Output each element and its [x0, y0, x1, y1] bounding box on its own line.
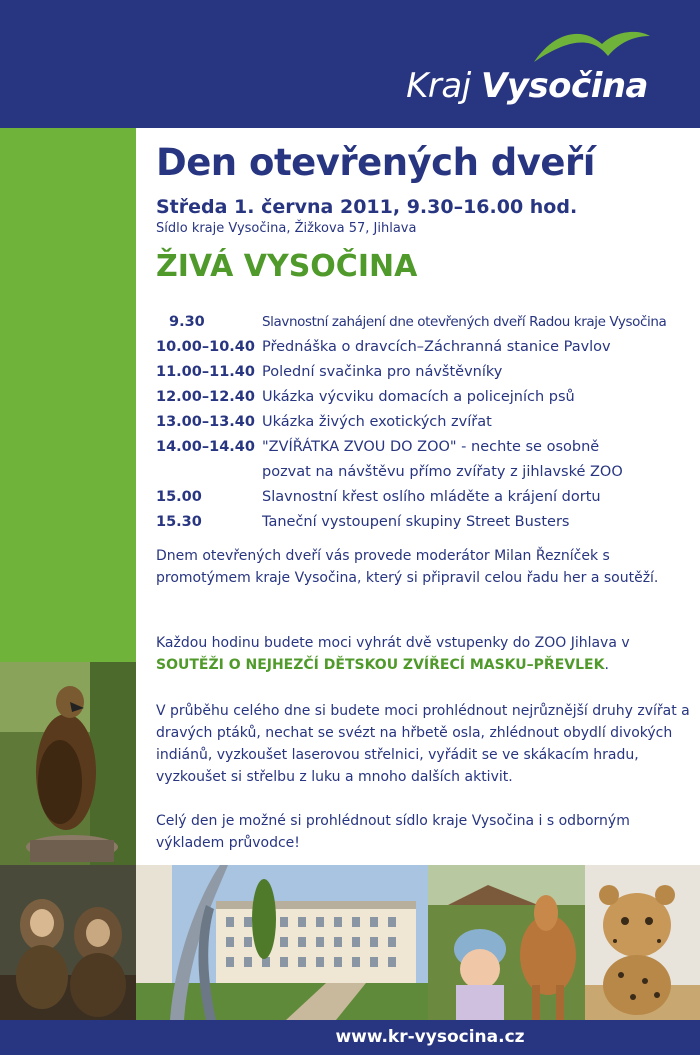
green-sidebar: [0, 128, 136, 662]
schedule-desc: Taneční vystoupení skupiny Street Busters: [262, 514, 570, 530]
moderator-paragraph: Dnem otevřených dveří vás provede moderátor Milan Řezníček s promotýmem kraje Vysočina, který si připravil celou řadu her a soutěží.: [156, 548, 659, 586]
schedule-desc: Ukázka živých exotických zvířat: [262, 414, 492, 430]
schedule-desc: Polední svačinka pro návštěvníky: [262, 364, 503, 380]
contest-paragraph: [156, 632, 696, 676]
footer-bar: [0, 1020, 700, 1055]
contest-text: Každou hodinu budete moci vyhrát dvě vstupenky do ZOO Jihlava v: [156, 635, 630, 651]
heading-block: [156, 138, 696, 290]
leopard-cub-photo: [585, 865, 700, 1020]
schedule-desc: pozvat na návštěvu přímo zvířaty z jihlavské ZOO: [262, 464, 623, 480]
child-goat-photo: [428, 865, 585, 1020]
schedule-desc: "ZVÍŘÁTKA ZVOU DO ZOO" - nechte se osobně: [262, 439, 600, 455]
monkeys-photo: [0, 865, 136, 1020]
contest-highlight: SOUTĚŽI O NEJHEZČÍ DĚTSKOU ZVÍŘECÍ MASKU–PŘEVLEK: [156, 657, 605, 673]
eagle-photo: [0, 662, 136, 865]
header-bar: [0, 0, 700, 128]
schedule-row: [156, 410, 696, 435]
contest-end: .: [604, 657, 609, 673]
schedule-row: [156, 310, 696, 335]
building-photo: [136, 865, 428, 1020]
schedule-desc: Přednáška o dravcích–Záchranná stanice Pavlov: [262, 339, 611, 355]
website-link[interactable]: www.kr-vysocina.cz: [335, 1027, 525, 1047]
schedule-time: 10.00–10.40: [156, 339, 255, 355]
schedule-time: 11.00–11.40: [156, 364, 255, 380]
schedule-row: [156, 385, 696, 410]
logo-vysocina: Vysočina: [480, 66, 648, 106]
schedule-time: 15.30: [156, 514, 202, 530]
schedule-row: [156, 360, 696, 385]
event-date: Středa 1. června 2011, 9.30–16.00 hod.: [156, 196, 578, 218]
schedule-row: [156, 510, 696, 535]
schedule-time: 14.00–14.40: [156, 439, 255, 455]
logo-wordmark: [406, 66, 648, 106]
schedule-row: [156, 460, 696, 485]
schedule-time: [156, 460, 262, 485]
schedule-desc: Slavnostní zahájení dne otevřených dveří Radou kraje Vysočina: [262, 314, 667, 330]
event-location: Sídlo kraje Vysočina, Žižkova 57, Jihlava: [156, 221, 417, 236]
schedule-desc: Ukázka výcviku domacích a policejních psů: [262, 389, 575, 405]
schedule-time: 12.00–12.40: [156, 389, 255, 405]
schedule-row: [156, 435, 696, 460]
schedule-list: [156, 310, 696, 535]
schedule-time: 13.00–13.40: [156, 414, 255, 430]
logo-kraj: Kraj: [406, 66, 471, 106]
schedule-desc: Slavnostní křest oslího mláděte a krájení dortu: [262, 489, 601, 505]
page-title: Den otevřených dveří: [156, 141, 595, 184]
schedule-row: [156, 335, 696, 360]
schedule-time: 9.30: [169, 314, 205, 330]
schedule-time: 15.00: [156, 489, 202, 505]
schedule-row: [156, 485, 696, 510]
event-theme: ŽIVÁ VYSOČINA: [156, 249, 418, 284]
activities-paragraph: V průběhu celého dne si budete moci prohlédnout nejrůznější druhy zvířat a dravých ptáků, nechat se svézt na hřbetě osla, zhlédnout obydlí divokých indiánů, vyzkoušet laserovou střelnici, vyřádit se ve skákacím hradu, vyzkoušet si střelbu z luku a mnoho dalších aktivit.: [156, 703, 690, 785]
tour-paragraph: Celý den je možné si prohlédnout sídlo kraje Vysočina i s odborným výkladem průvodce!: [156, 813, 630, 851]
